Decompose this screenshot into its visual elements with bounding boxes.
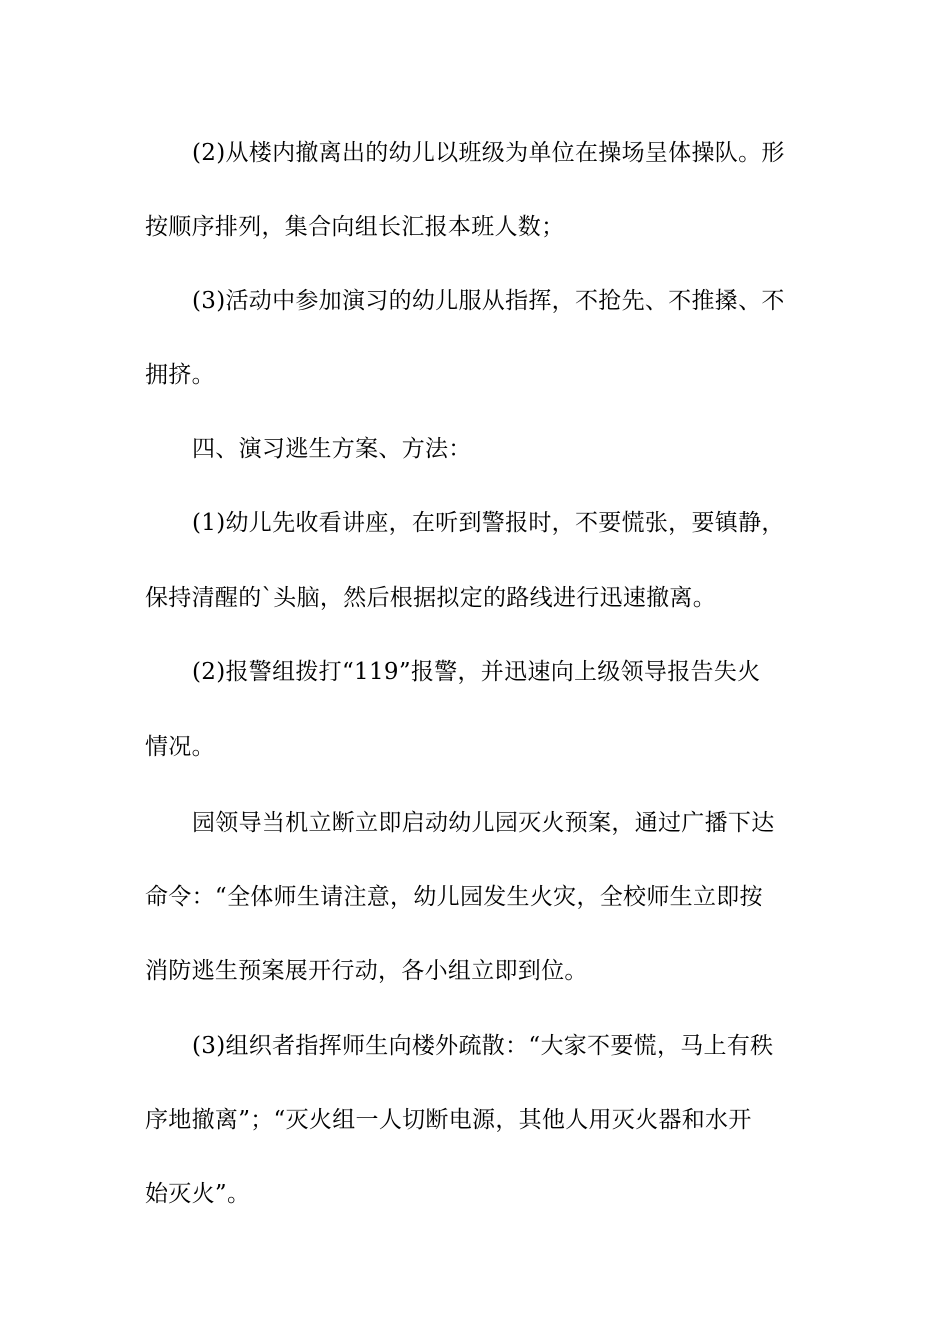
paragraph-line: (2)报警组拨打“119”报警，并迅速向上级领导报告失火 [192, 659, 761, 685]
paragraph-line: 保持清醒的`头脑，然后根据拟定的路线进行迅速撤离。 [145, 585, 716, 611]
paragraph-line: 园领导当机立断立即启动幼儿园灭火预案，通过广播下达 [192, 810, 775, 836]
paragraph-line: (1)幼儿先收看讲座，在听到警报时，不要慌张，要镇静， [192, 510, 785, 536]
paragraph-line: 始灭火”。 [145, 1181, 251, 1207]
paragraph-line: 消防逃生预案展开行动，各小组立即到位。 [145, 958, 588, 984]
paragraph-line: 按顺序排列，集合向组长汇报本班人数； [145, 214, 565, 240]
paragraph-line: 序地撤离”；“灭火组一人切断电源，其他人用灭火器和水开 [145, 1107, 752, 1133]
paragraph-line: 情况。 [145, 734, 215, 760]
paragraph-line: (3)活动中参加演习的幼儿服从指挥，不抢先、不推搡、不 [192, 288, 785, 314]
paragraph-line: (2)从楼内撤离出的幼儿以班级为单位在操场呈体操队。形 [192, 140, 785, 166]
section-heading: 四、演习逃生方案、方法： [192, 436, 472, 462]
paragraph-line: 命令：“全体师生请注意，幼儿园发生火灾，全校师生立即按 [145, 884, 763, 910]
paragraph-line: 拥挤。 [145, 362, 215, 388]
paragraph-line: (3)组织者指挥师生向楼外疏散：“大家不要慌，马上有秩 [192, 1033, 774, 1059]
